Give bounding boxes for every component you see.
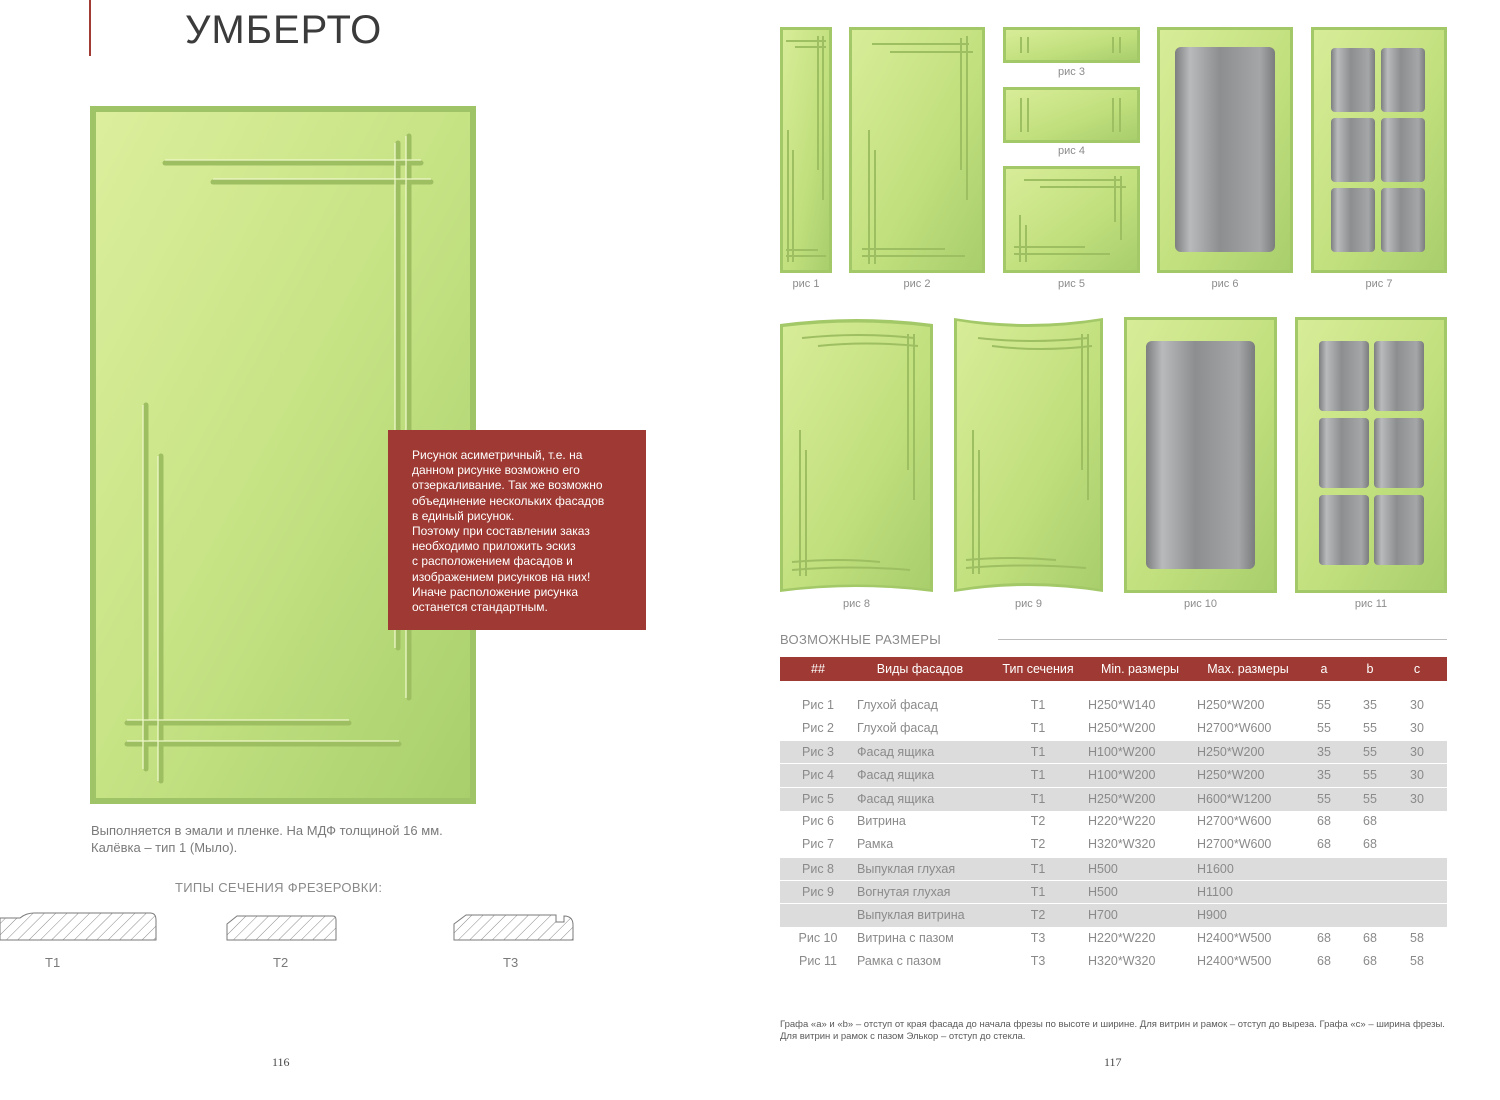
table-row (780, 810, 1447, 833)
cell-min-size: H220*W220 (1088, 814, 1156, 828)
cell-number: Рис 7 (802, 837, 834, 852)
cell-max-size: H2700*W600 (1197, 720, 1272, 735)
sizes-title: ВОЗМОЖНЫЕ РАЗМЕРЫ (780, 632, 941, 647)
table-row (780, 903, 1447, 927)
cell-facade-type: Витрина с пазом (857, 930, 954, 945)
profile-t1-label: T1 (45, 955, 61, 970)
cell-c: 30 (1410, 745, 1424, 760)
cell-number: Рис 6 (802, 814, 834, 828)
figure-3-caption: рис 3 (1058, 66, 1085, 78)
figure-5-caption: рис 5 (1058, 278, 1085, 290)
cell-min-size: H500 (1088, 861, 1118, 876)
cell-number: Рис 9 (802, 884, 834, 899)
figure-10 (1124, 317, 1277, 593)
th-a: a (1320, 662, 1328, 676)
figure-10-caption: рис 10 (1183, 598, 1218, 610)
cell-min-size: H220*W220 (1088, 930, 1156, 945)
cell-facade-type: Фасад ящика (857, 745, 935, 760)
cell-c: 58 (1410, 953, 1424, 968)
sizes-divider (998, 639, 1447, 640)
cell-facade-type: Рамка (857, 837, 894, 852)
figure-8 (780, 319, 933, 592)
cell-a: 35 (1317, 768, 1331, 783)
cell-b: 68 (1363, 953, 1377, 968)
cell-facade-type: Рамка с пазом (857, 953, 942, 968)
page-number-left: 116 (272, 1055, 290, 1069)
profile-t2-label: T2 (273, 955, 289, 970)
figure-9-caption: рис 9 (1015, 598, 1042, 610)
cell-number: Рис 8 (802, 861, 834, 876)
th-facade-type: Виды фасадов (876, 662, 964, 676)
table-row (780, 927, 1447, 950)
cell-b: 35 (1363, 697, 1377, 712)
cell-max-size: H600*W1200 (1197, 791, 1272, 806)
cell-b: 55 (1363, 791, 1377, 806)
cell-max-size: H2700*W600 (1197, 837, 1272, 852)
cell-c: 30 (1410, 697, 1424, 712)
profile-t2-drawing (225, 914, 339, 944)
profile-t1-drawing (0, 912, 160, 944)
material-description: Выполняется в эмали и пленке. На МДФ толщиной 16 мм. Калёвка – тип 1 (Мыло). (91, 823, 443, 855)
cell-b: 68 (1363, 837, 1377, 852)
figure-11-caption: рис 11 (1354, 598, 1388, 610)
cell-facade-type: Выпуклая глухая (857, 861, 956, 876)
figure-1-caption: рис 1 (792, 278, 820, 290)
cell-b: 68 (1363, 930, 1377, 945)
th-max-size: Max. размеры (1207, 662, 1289, 676)
cell-min-size: H250*W140 (1088, 697, 1156, 712)
table-header (780, 657, 1447, 681)
cell-number: Рис 11 (798, 953, 838, 968)
cell-section-type: T1 (1030, 720, 1046, 735)
table-row (780, 833, 1447, 856)
cell-a: 35 (1317, 745, 1331, 760)
th-number: ## (811, 662, 825, 676)
cell-b: 68 (1363, 814, 1377, 828)
cell-a: 55 (1317, 697, 1331, 712)
cell-section-type: T1 (1030, 791, 1046, 806)
cell-max-size: H2700*W600 (1197, 814, 1272, 828)
cell-section-type: T2 (1030, 814, 1046, 828)
cell-section-type: T1 (1030, 768, 1046, 783)
cell-facade-type: Глухой фасад (857, 697, 938, 712)
cell-a: 55 (1317, 791, 1331, 806)
cell-max-size: H250*W200 (1197, 768, 1265, 783)
th-section-type: Тип сечения (1002, 662, 1074, 676)
cell-min-size: H320*W320 (1088, 953, 1156, 968)
cell-a: 68 (1317, 953, 1331, 968)
figure-11 (1295, 317, 1447, 593)
cell-c: 30 (1410, 791, 1424, 806)
table-row (780, 950, 1447, 973)
cell-section-type: T3 (1030, 930, 1046, 945)
cell-section-type: T3 (1030, 953, 1046, 968)
table-row (780, 740, 1447, 764)
cell-max-size: H1600 (1197, 861, 1234, 876)
cell-max-size: H250*W200 (1197, 745, 1265, 760)
cell-c: 30 (1410, 720, 1424, 735)
figure-2 (849, 27, 985, 273)
cell-min-size: H100*W200 (1088, 768, 1156, 783)
figure-9 (954, 318, 1103, 592)
cell-min-size: H100*W200 (1088, 745, 1156, 760)
figure-7-caption: рис 7 (1365, 278, 1393, 290)
figure-3 (1003, 27, 1140, 63)
section-types-title: ТИПЫ СЕЧЕНИЯ ФРЕЗЕРОВКИ: (175, 880, 383, 895)
cell-c: 30 (1410, 768, 1424, 783)
cell-facade-type: Выпуклая витрина (857, 908, 965, 923)
page-number-right: 117 (1104, 1055, 1122, 1069)
figure-5 (1003, 166, 1140, 273)
cell-a: 68 (1317, 837, 1331, 852)
cell-max-size: H2400*W500 (1197, 953, 1272, 968)
th-c: c (1413, 662, 1421, 676)
figure-8-caption: рис 8 (843, 598, 870, 610)
cell-section-type: T2 (1030, 908, 1046, 923)
cell-section-type: T1 (1030, 861, 1046, 876)
table-row (780, 857, 1447, 881)
th-min-size: Min. размеры (1100, 662, 1180, 676)
cell-number: Рис 5 (802, 791, 834, 806)
figure-1 (780, 27, 832, 273)
figure-6-caption: рис 6 (1211, 278, 1239, 290)
profile-t3-label: T3 (503, 955, 519, 970)
table-row (780, 694, 1447, 717)
cell-b: 55 (1363, 720, 1377, 735)
cell-section-type: T2 (1030, 837, 1046, 852)
cell-section-type: T1 (1030, 697, 1046, 712)
cell-facade-type: Вогнутая глухая (857, 884, 951, 899)
cell-min-size: H500 (1088, 884, 1118, 899)
cell-section-type: T1 (1030, 884, 1046, 899)
figure-2-caption: рис 2 (903, 278, 931, 290)
cell-a: 55 (1317, 720, 1331, 735)
cell-facade-type: Фасад ящика (857, 768, 935, 783)
cell-max-size: H250*W200 (1197, 697, 1265, 712)
cell-min-size: H250*W200 (1088, 720, 1156, 735)
figure-4 (1003, 87, 1140, 143)
cell-facade-type: Витрина (857, 814, 906, 828)
figure-6 (1157, 27, 1293, 273)
cell-section-type: T1 (1030, 745, 1046, 760)
cell-max-size: H900 (1197, 908, 1227, 923)
cell-c: 58 (1410, 930, 1424, 945)
profile-t3-drawing (452, 912, 576, 944)
cell-number: Рис 3 (802, 745, 834, 760)
cell-facade-type: Глухой фасад (857, 720, 938, 735)
cell-min-size: H250*W200 (1088, 791, 1156, 806)
table-row (780, 880, 1447, 904)
cell-number: Рис 4 (802, 768, 834, 783)
table-footnote: Графа «a» и «b» – отступ от края фасада до начала фрезы по высоте и ширине. Для витрин и рамок – отступ до выреза. Графа «c» – ширина фрезы. Для витрин и рамок с пазом Элькор – отступ до стекла. (780, 1019, 1445, 1042)
figure-4-caption: рис 4 (1058, 145, 1085, 157)
cell-max-size: H2400*W500 (1197, 930, 1272, 945)
cell-number: Рис 10 (798, 930, 838, 945)
cell-a: 68 (1317, 814, 1331, 828)
th-b: b (1366, 662, 1374, 676)
cell-a: 68 (1317, 930, 1331, 945)
cell-number: Рис 1 (802, 697, 834, 712)
cell-number: Рис 2 (802, 720, 834, 735)
table-row (780, 763, 1447, 787)
cell-b: 55 (1363, 745, 1377, 760)
cell-facade-type: Фасад ящика (857, 791, 935, 806)
table-row (780, 787, 1447, 811)
cell-b: 55 (1363, 768, 1377, 783)
cell-min-size: H700 (1088, 908, 1118, 923)
page-title: УМБЕРТО (185, 8, 383, 52)
figure-7 (1311, 27, 1447, 273)
cell-min-size: H320*W320 (1088, 837, 1156, 852)
table-row (780, 717, 1447, 740)
note-text: Рисунок асиметричный, т.е. на данном рисунке возможно его отзеркаливание. Так же возможно объединение нескольких фасадов в единый рисунок. Поэтому при составлении заказ необходимо приложить эскиз с расположением фасадов и изображением рисунков на них! Иначе расположение рисунка останется стандартным. (412, 448, 605, 615)
cell-max-size: H1100 (1197, 884, 1233, 899)
